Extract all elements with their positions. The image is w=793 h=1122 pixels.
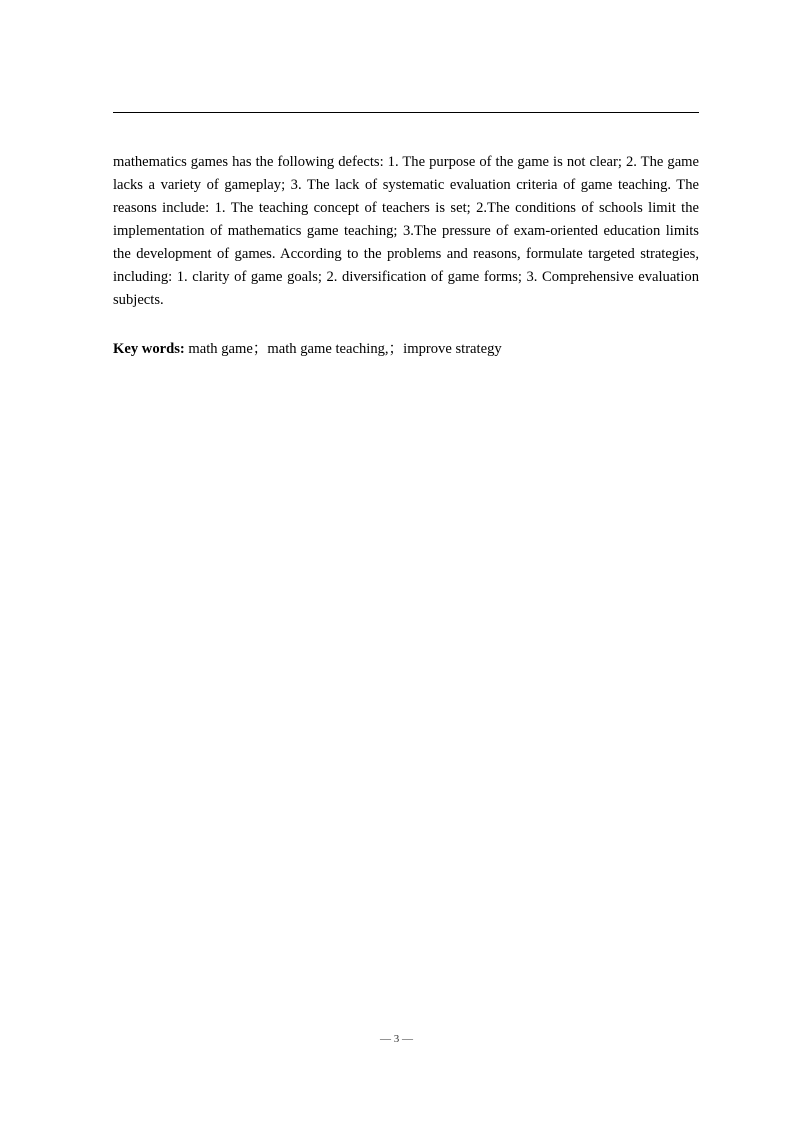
keywords-line — [113, 338, 699, 361]
keywords-label: Key words: — [113, 341, 185, 357]
keywords-text: math game；math game teaching,；improve strategy — [184, 341, 502, 357]
page-number: — 3 — — [380, 1033, 413, 1045]
abstract-paragraph: mathematics games has the following defects: 1. The purpose of the game is not clear; 2. The game lacks a variety of gameplay; 3. The lack of systematic evaluation criteria of game teaching. The reasons include: 1. The teaching concept of teachers is set; 2.The conditions of schools limit the implementation of mathematics game teaching; 3.The pressure of exam-oriented education limits the development of games. According to the problems and reasons, formulate targeted strategies, including: 1. clarity of game goals; 2. diversification of game forms; 3. Comprehensive evaluation subjects. — [113, 154, 699, 308]
header-rule — [113, 112, 699, 113]
